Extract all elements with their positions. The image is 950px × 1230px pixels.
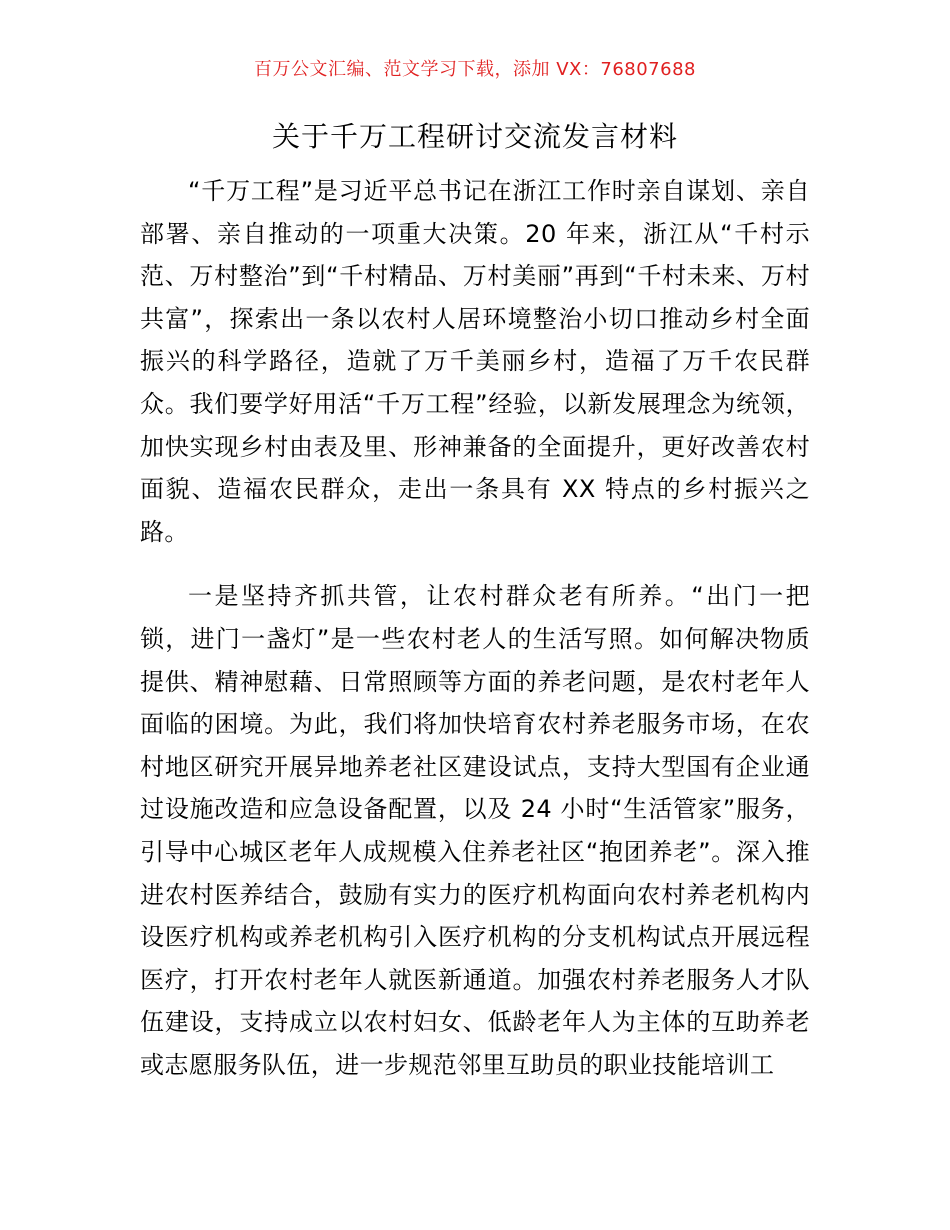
document-body [140, 170, 810, 1086]
paragraph-intro: “千万工程”是习近平总书记在浙江工作时亲自谋划、亲自部署、亲自推动的一项重大决策。20 年来，浙江从“千村示范、万村整治”到“千村精品、万村美丽”再到“千村未来、万村共富”，探索出一条以农村人居环境整治小切口推动乡村全面振兴的科学路径，造就了万千美丽乡村，造福了万千农民群众。我们要学好用活“千万工程”经验，以新发展理念为统领，加快实现乡村由表及里、形神兼备的全面提升，更好改善农村面貌、造福农民群众，走出一条具有 XX 特点的乡村振兴之路。 [140, 177, 810, 546]
watermark-header: 百万公文汇编、范文学习下载，添加 VX：76807688 [254, 59, 696, 80]
document-title: 关于千万工程研讨交流发言材料 [271, 120, 678, 153]
paragraph-elderly-care: 一是坚持齐抓共管，让农村群众老有所养。“出门一把锁，进门一盏灯”是一些农村老人的生活写照。如何解决物质提供、精神慰藉、日常照顾等方面的养老问题，是农村老年人面临的困境。为此，我们将加快培育农村养老服务市场，在农村地区研究开展异地养老社区建设试点，支持大型国有企业通过设施改造和应急设备配置，以及 24 小时“生活管家”服务，引导中心城区老年人成规模入住养老社区“抱团养老”。深入推进农村医养结合，鼓励有实力的医疗机构面向农村养老机构内设医疗机构或养老机构引入医疗机构的分支机构试点开展远程医疗，打开农村老年人就医新通道。加强农村养老服务人才队伍建设，支持成立以农村妇女、低龄老年人为主体的互助养老或志愿服务队伍，进一步规范邻里互助员的职业技能培训工 [140, 582, 810, 1079]
